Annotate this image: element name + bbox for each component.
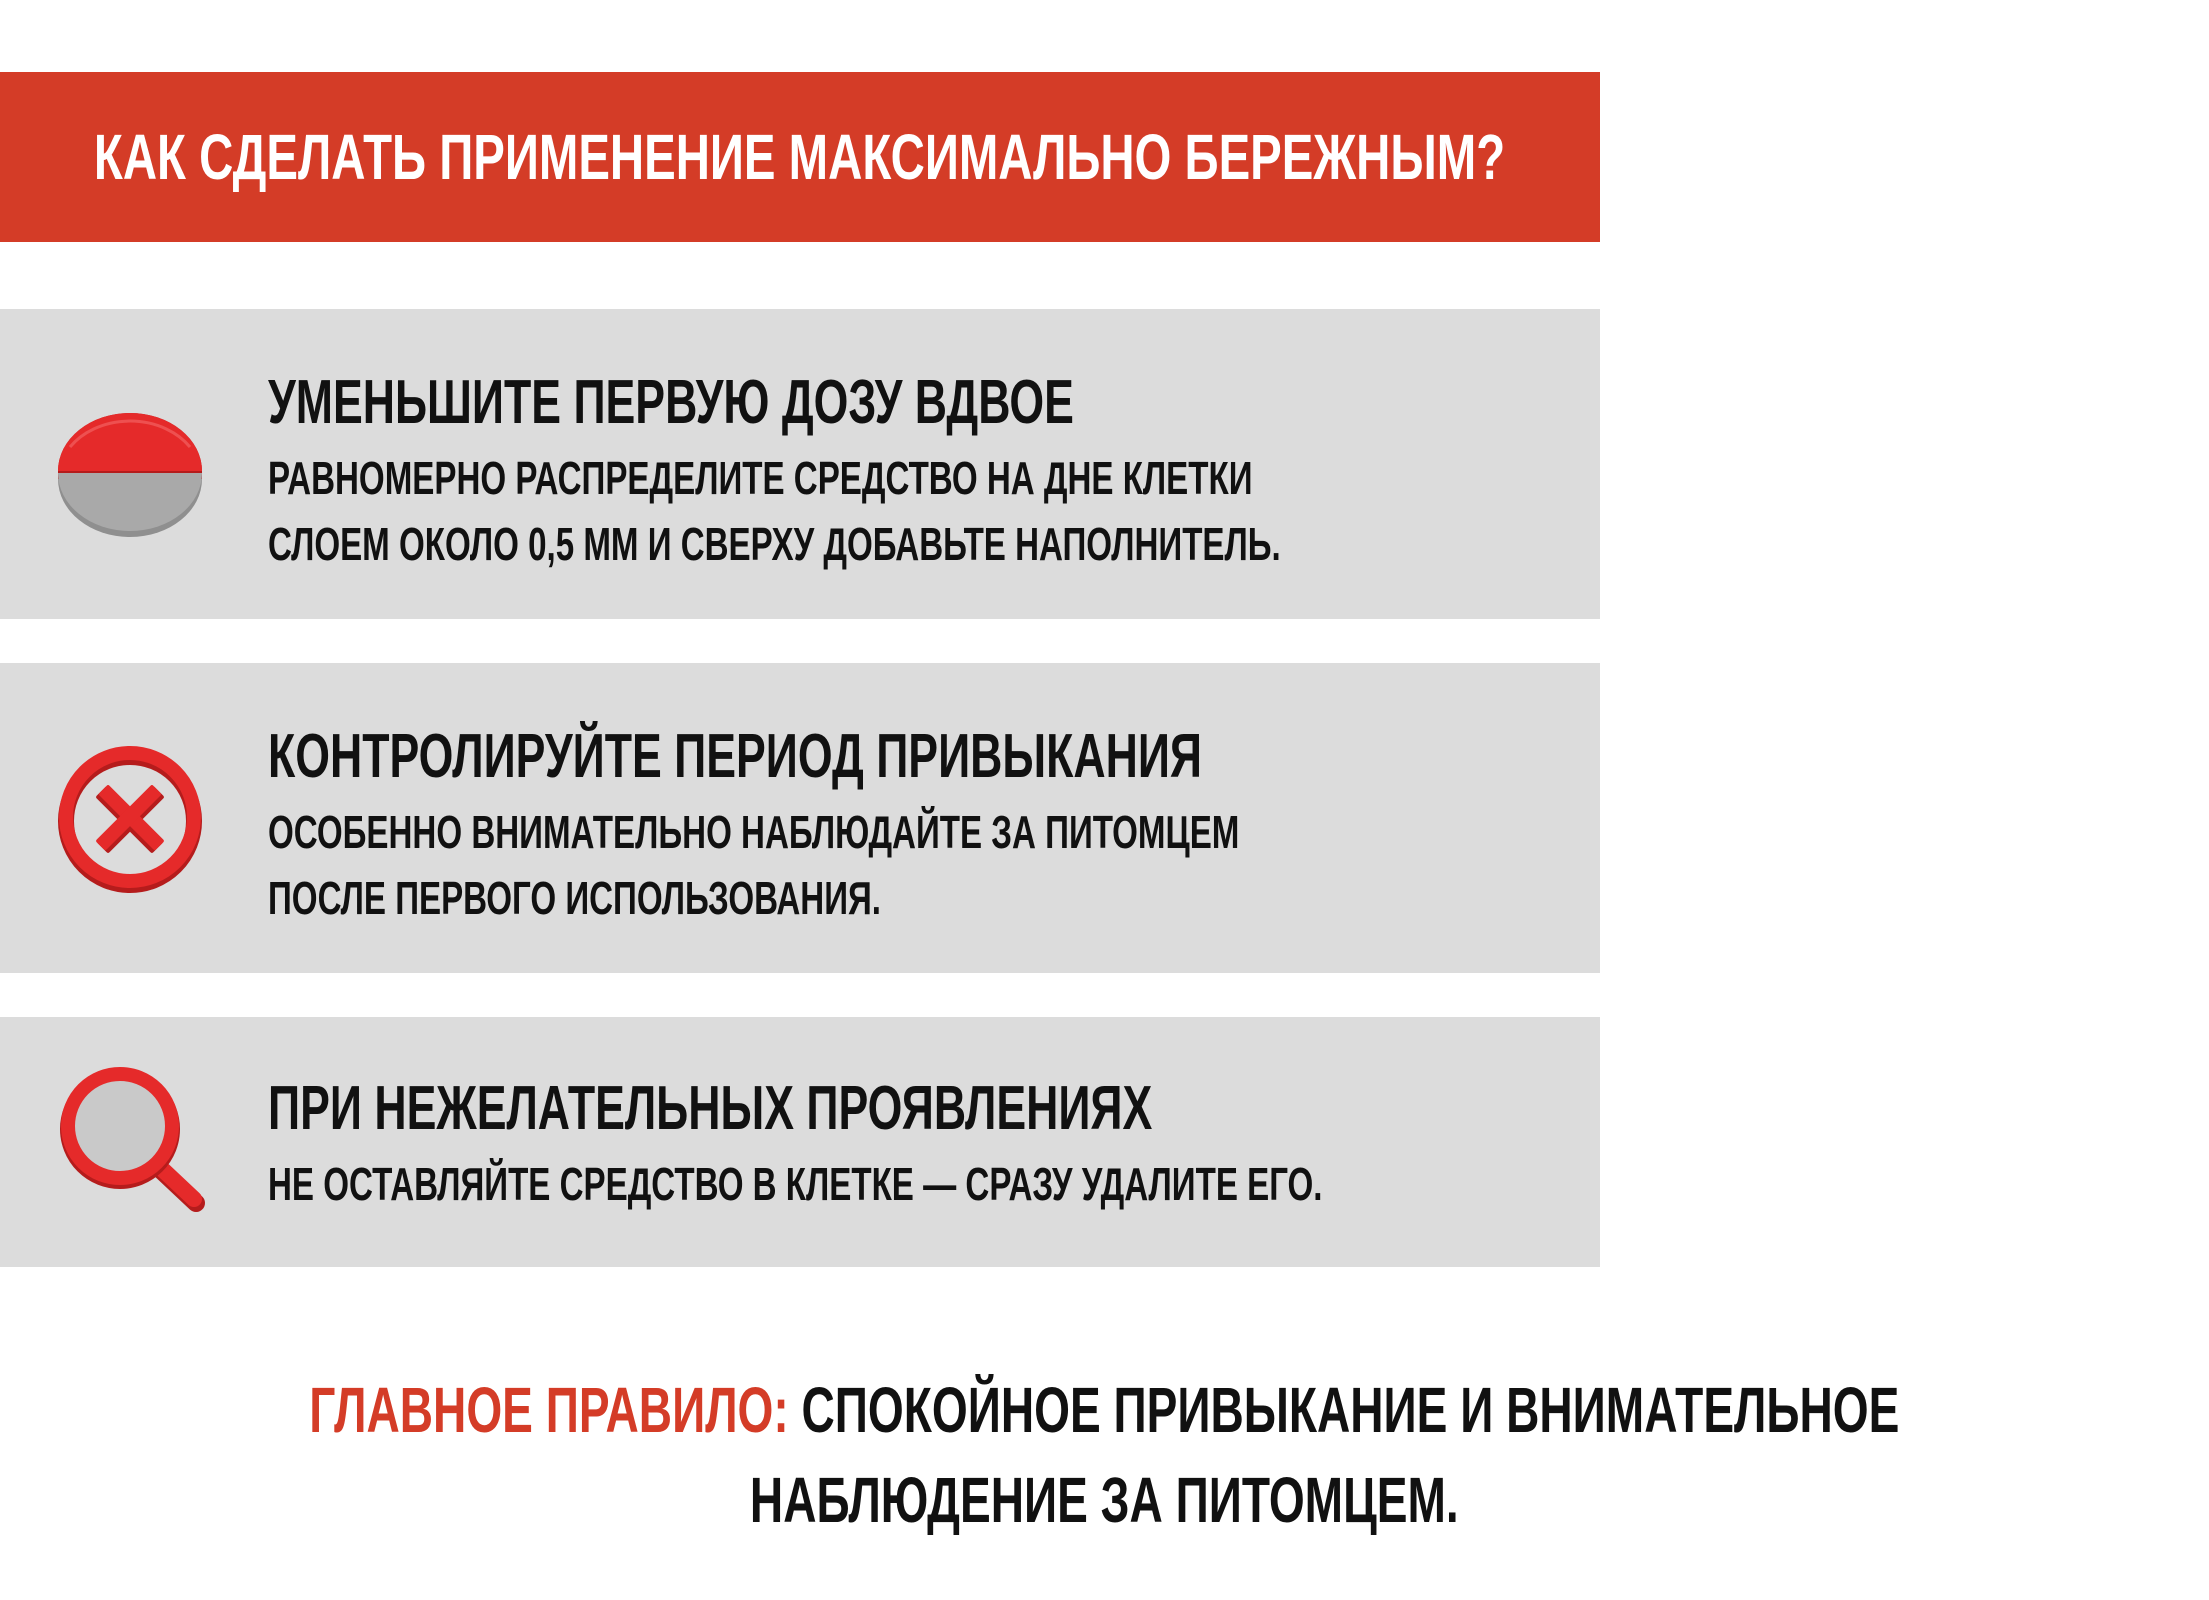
tip-heading: УМЕНЬШИТЕ ПЕРВУЮ ДОЗУ ВДВОЕ: [268, 368, 1074, 437]
tip-description-line: РАВНОМЕРНО РАСПРЕДЕЛИТЕ СРЕДСТВО НА ДНЕ КЛЕТКИ: [268, 452, 1253, 504]
tip-card-dose: [0, 309, 1600, 619]
main-rule-text: [309, 1365, 1899, 1545]
tip-card-reactions: [0, 1017, 1600, 1267]
tip-text-dose: [268, 361, 1281, 577]
tip-description-line: ПОСЛЕ ПЕРВОГО ИСПОЛЬЗОВАНИЯ.: [268, 872, 882, 924]
tip-card-adaptation: [0, 663, 1600, 973]
half-filled-disc-icon: [50, 387, 210, 547]
magnifier-icon: [50, 1059, 210, 1219]
tip-heading: ПРИ НЕЖЕЛАТЕЛЬНЫХ ПРОЯВЛЕНИЯХ: [268, 1074, 1153, 1143]
main-rule-text-line2: НАБЛЮДЕНИЕ ЗА ПИТОМЦЕМ.: [749, 1464, 1459, 1536]
tip-text-adaptation: [268, 715, 1239, 931]
header-banner: [0, 72, 1600, 242]
tip-description-line: ОСОБЕННО ВНИМАТЕЛЬНО НАБЛЮДАЙТЕ ЗА ПИТОМЦЕМ: [268, 806, 1240, 858]
main-rule: [0, 1365, 1900, 1545]
tip-text-reactions: [268, 1067, 1323, 1217]
tip-heading: КОНТРОЛИРУЙТЕ ПЕРИОД ПРИВЫКАНИЯ: [268, 722, 1202, 791]
tip-description-line: НЕ ОСТАВЛЯЙТЕ СРЕДСТВО В КЛЕТКЕ — СРАЗУ УДАЛИТЕ ЕГО.: [268, 1158, 1323, 1210]
cross-circle-icon: [50, 739, 210, 899]
main-rule-line: [309, 1365, 1899, 1455]
main-rule-text-line1: СПОКОЙНОЕ ПРИВЫКАНИЕ И ВНИМАТЕЛЬНОЕ: [801, 1374, 1900, 1446]
main-rule-label: ГЛАВНОЕ ПРАВИЛО:: [309, 1374, 789, 1446]
tip-description-line: СЛОЕМ ОКОЛО 0,5 ММ И СВЕРХУ ДОБАВЬТЕ НАПОЛНИТЕЛЬ.: [268, 518, 1281, 570]
page-title: КАК СДЕЛАТЬ ПРИМЕНЕНИЕ МАКСИМАЛЬНО БЕРЕЖНЫМ?: [94, 121, 1506, 193]
